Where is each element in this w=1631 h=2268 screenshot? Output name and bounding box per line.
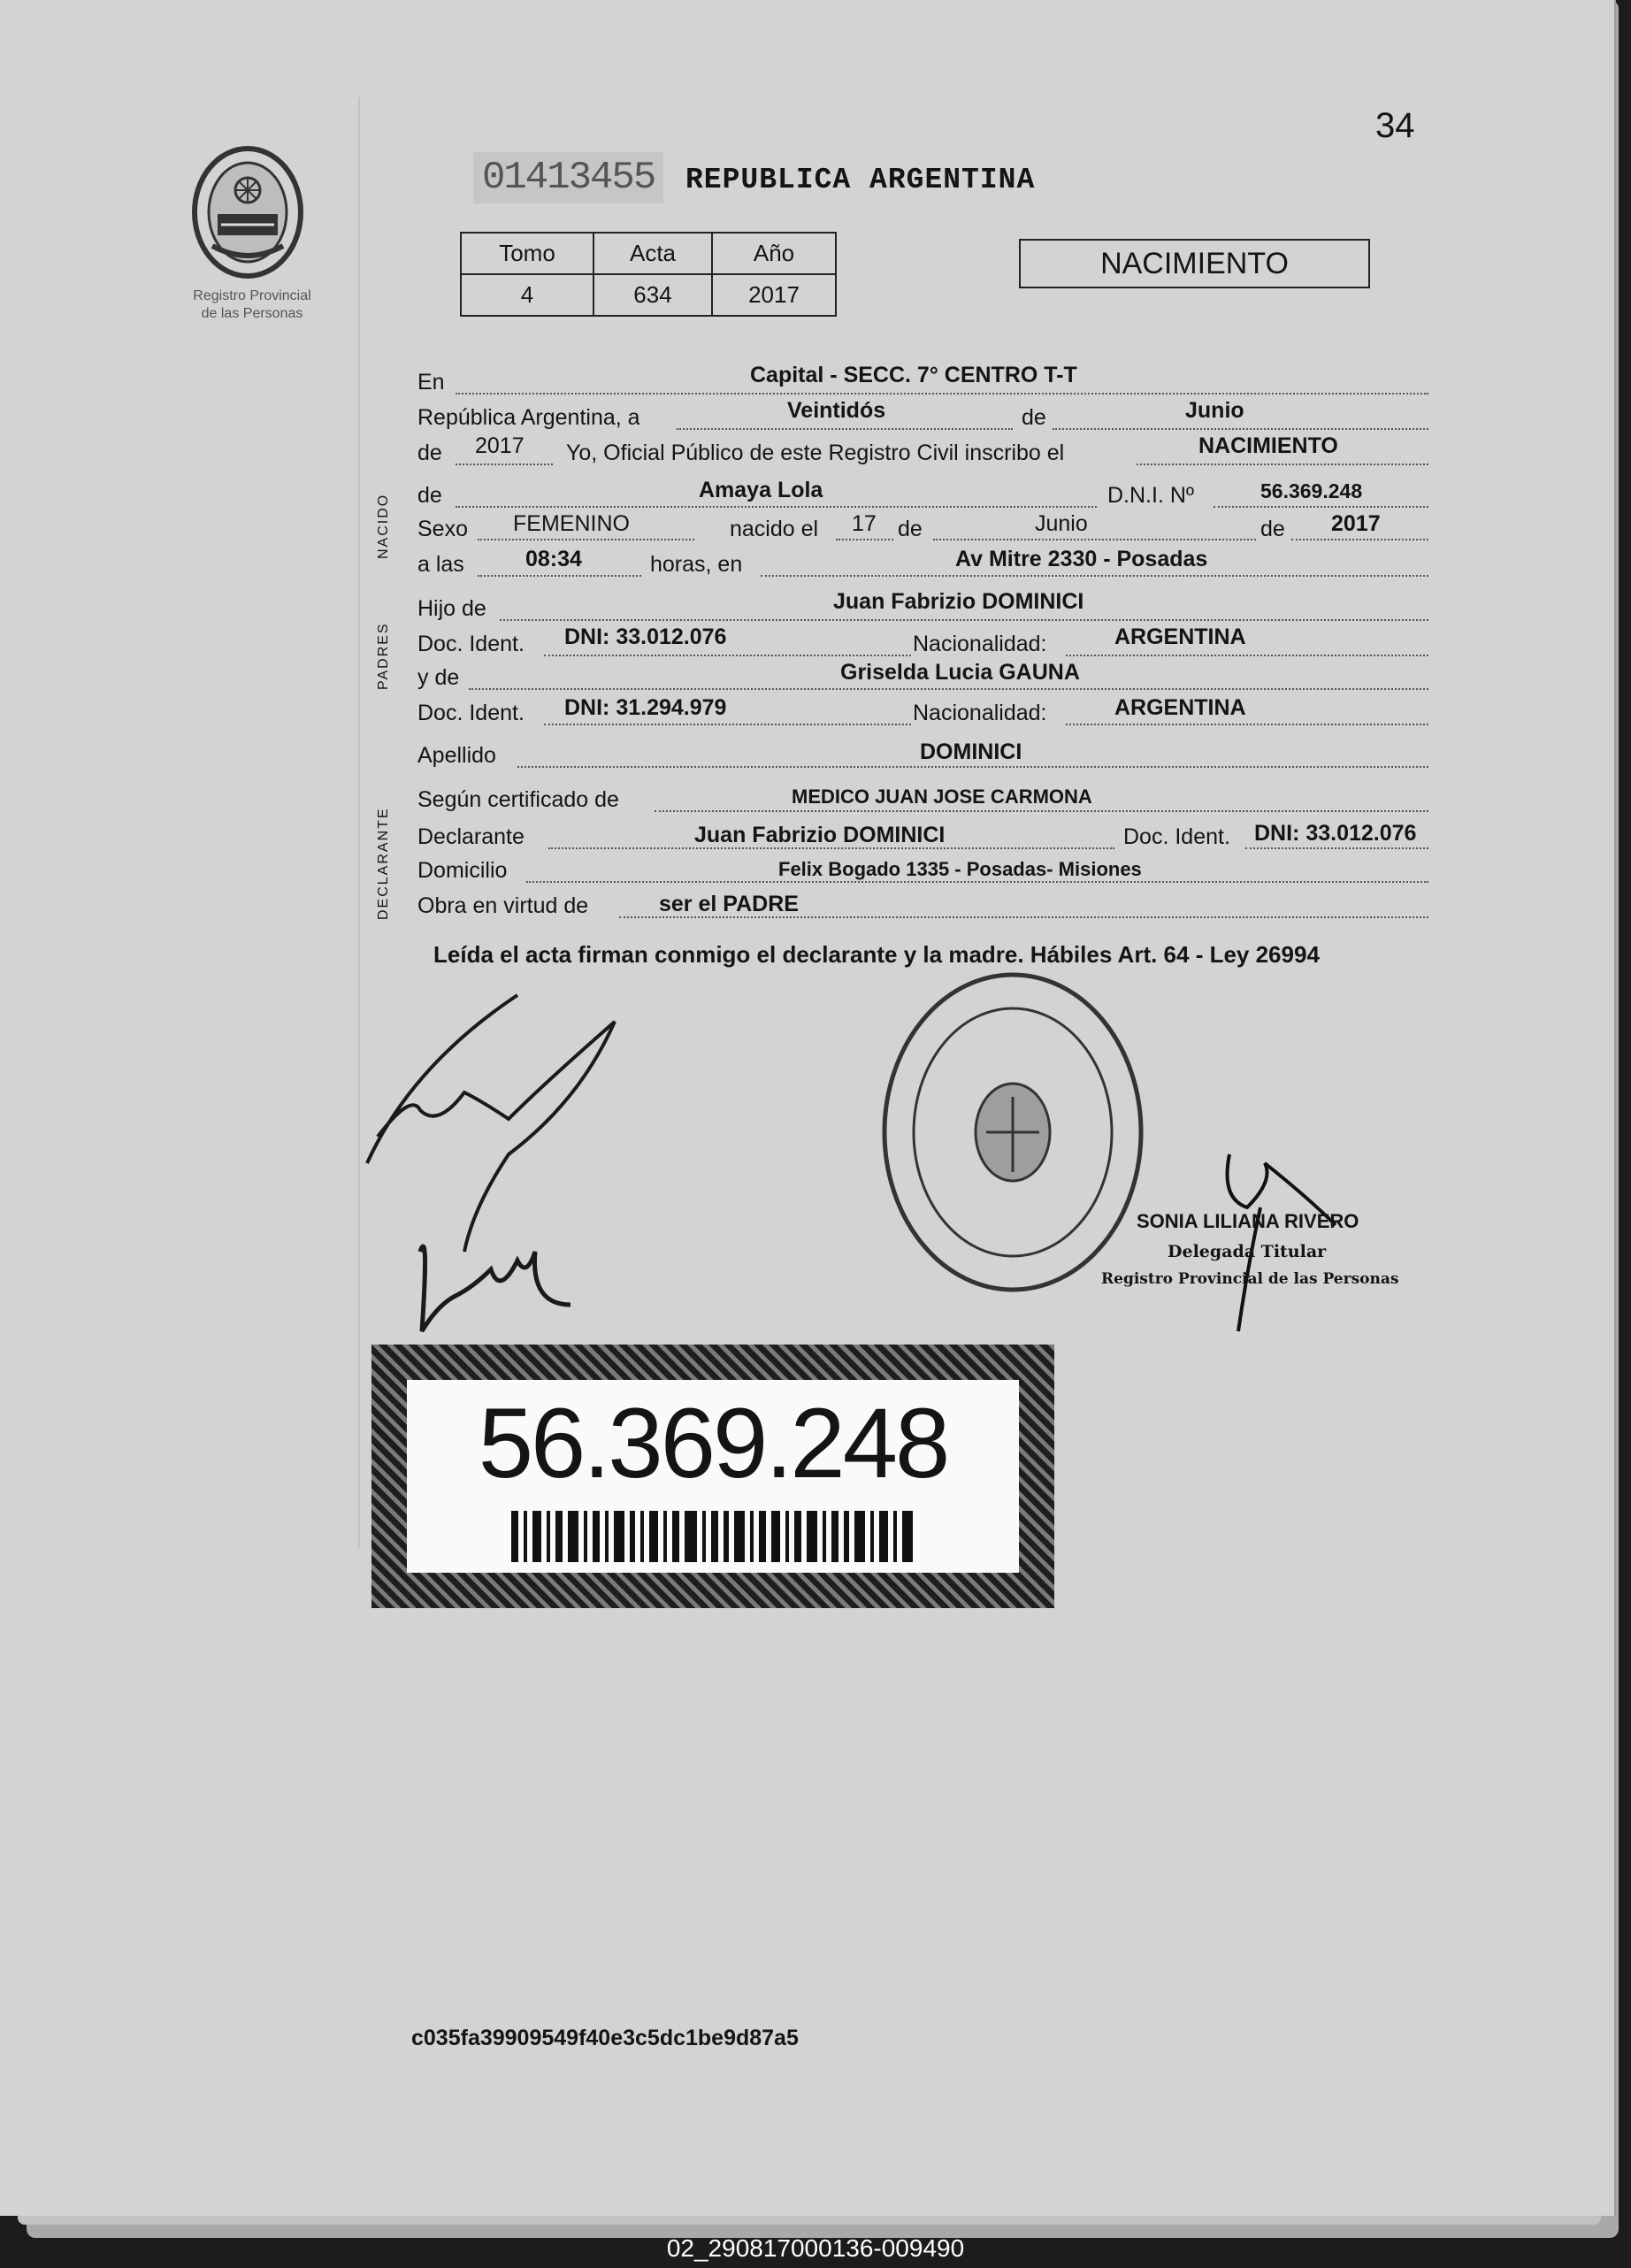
- label-doc-ident-2: Doc. Ident.: [417, 701, 525, 725]
- value-madre-dni: DNI: 31.294.979: [564, 695, 727, 720]
- provincial-crest-logo: [186, 142, 310, 283]
- barcode-bars: [511, 1511, 913, 1562]
- register-table-header-row: [461, 233, 836, 274]
- official-office: Registro Provincial de las Personas: [1101, 1270, 1399, 1288]
- label-obra-en-virtud: Obra en virtud de: [417, 893, 589, 918]
- line-declarante-dni: [1245, 847, 1428, 849]
- label-republica: República Argentina, a: [417, 405, 640, 430]
- value-lugar: Capital - SECC. 7° CENTRO T-T: [750, 363, 1077, 387]
- value-nac-mes: Junio: [1035, 511, 1088, 536]
- register-table-value-row: [461, 274, 836, 316]
- line-nac-mes: [933, 539, 1256, 540]
- line-madre-nac: [1066, 724, 1428, 725]
- line-nombre: [456, 506, 1097, 508]
- line-nac-anio: [1291, 539, 1428, 540]
- label-horas-en: horas, en: [650, 552, 743, 577]
- official-title: Delegada Titular: [1168, 1242, 1327, 1261]
- label-nacionalidad-2: Nacionalidad:: [913, 701, 1047, 725]
- line-padre-dni: [544, 655, 911, 656]
- scan-footer-id: 02_290817000136-009490: [666, 2234, 965, 2262]
- country-heading: REPUBLICA ARGENTINA: [685, 164, 1036, 196]
- label-y-de: y de: [417, 665, 460, 690]
- declarant-signature: [358, 960, 641, 1349]
- label-de4: de: [898, 517, 923, 541]
- label-doc-ident-1: Doc. Ident.: [417, 632, 525, 656]
- value-dni: 56.369.248: [1260, 479, 1363, 502]
- value-declarante: Juan Fabrizio DOMINICI: [694, 823, 946, 847]
- line-certificado: [655, 810, 1428, 812]
- logo-caption-line2: de las Personas: [201, 306, 303, 321]
- label-doc-ident-3: Doc. Ident.: [1123, 824, 1230, 849]
- official-name: SONIA LILIANA RIVERO: [1137, 1210, 1359, 1232]
- value-dia: Veintidós: [787, 398, 886, 423]
- line-dia: [677, 428, 1013, 430]
- value-madre: Griselda Lucia GAUNA: [840, 660, 1080, 685]
- label-nacido-el: nacido el: [730, 517, 819, 541]
- logo-caption-line1: Registro Provincial: [193, 288, 311, 303]
- line-mes: [1053, 428, 1428, 430]
- value-nombre: Amaya Lola: [699, 478, 823, 502]
- closing-note: Leída el acta firman conmigo el declarante y la madre. Hábiles Art. 64 - Ley 26994: [433, 941, 1320, 968]
- value-domicilio: Felix Bogado 1335 - Posadas- Misiones: [778, 858, 1142, 880]
- header-anio: Año: [712, 233, 836, 274]
- label-apellido: Apellido: [417, 743, 496, 768]
- header-tomo: Tomo: [461, 233, 593, 274]
- label-sexo: Sexo: [417, 517, 468, 541]
- line-domicilio: [526, 881, 1428, 883]
- value-apellido: DOMINICI: [920, 739, 1022, 764]
- line-dni: [1214, 506, 1428, 508]
- value-acta: 634: [593, 274, 712, 316]
- label-a-las: a las: [417, 552, 464, 577]
- label-de2: de: [417, 441, 442, 465]
- line-hora: [478, 575, 641, 577]
- line-madre-dni: [544, 724, 911, 725]
- line-tipo: [1137, 464, 1428, 465]
- line-en: [456, 393, 1428, 395]
- value-vinculo: ser el PADRE: [659, 892, 799, 916]
- value-padre: Juan Fabrizio DOMINICI: [833, 589, 1084, 614]
- value-certificado: MEDICO JUAN JOSE CARMONA: [792, 785, 1092, 808]
- logo-caption: [164, 287, 341, 323]
- label-yo: Yo, Oficial Público de este Registro Civil inscribo el: [566, 441, 1065, 465]
- value-tomo: 4: [461, 274, 593, 316]
- barcode-label: [407, 1380, 1019, 1573]
- label-de: de: [1022, 405, 1046, 430]
- label-hijo-de: Hijo de: [417, 596, 486, 621]
- value-anio: 2017: [475, 433, 525, 458]
- barcode-number: 56.369.248: [478, 1388, 948, 1498]
- value-padre-dni: DNI: 33.012.076: [564, 624, 727, 649]
- register-table: [460, 232, 837, 317]
- value-padre-nacionalidad: ARGENTINA: [1114, 624, 1246, 649]
- line-padre: [500, 619, 1428, 621]
- value-tipo-inscripcion: NACIMIENTO: [1198, 433, 1338, 458]
- line-apellido: [517, 766, 1428, 768]
- side-label-padres: PADRES: [376, 622, 391, 690]
- side-label-declarante: DECLARANTE: [376, 807, 391, 920]
- value-sexo: FEMENINO: [513, 511, 630, 536]
- value-madre-nacionalidad: ARGENTINA: [1114, 695, 1246, 720]
- label-declarante: Declarante: [417, 824, 525, 849]
- line-sexo: [478, 539, 694, 540]
- line-madre: [469, 688, 1428, 690]
- value-mes: Junio: [1185, 398, 1244, 423]
- line-lugar-nacimiento: [761, 575, 1428, 577]
- value-nac-anio: 2017: [1331, 511, 1381, 536]
- value-anio: 2017: [712, 274, 836, 316]
- line-nac-dia: [836, 539, 893, 540]
- label-segun-certificado: Según certificado de: [417, 787, 619, 812]
- side-label-nacido: NACIDO: [376, 493, 391, 559]
- value-lugar-nacimiento: Av Mitre 2330 - Posadas: [955, 547, 1208, 571]
- value-hora: 08:34: [525, 547, 582, 571]
- label-de3: de: [417, 483, 442, 508]
- serial-number-stamp: 01413455: [473, 152, 663, 203]
- page-number: 34: [1375, 106, 1415, 145]
- label-en: En: [417, 370, 445, 395]
- barcode-sticker: [371, 1345, 1054, 1608]
- document-hash: c035fa39909549f40e3c5dc1be9d87a5: [411, 2026, 799, 2050]
- label-dni: D.N.I. Nº: [1107, 483, 1195, 508]
- value-nac-dia: 17: [852, 511, 877, 536]
- label-nacionalidad-1: Nacionalidad:: [913, 632, 1047, 656]
- record-type-box: NACIMIENTO: [1019, 239, 1370, 288]
- header-acta: Acta: [593, 233, 712, 274]
- label-domicilio: Domicilio: [417, 858, 508, 883]
- value-declarante-dni: DNI: 33.012.076: [1254, 821, 1417, 846]
- label-de5: de: [1260, 517, 1285, 541]
- line-anio: [456, 464, 553, 465]
- official-seal: [876, 964, 1150, 1300]
- line-padre-nac: [1066, 655, 1428, 656]
